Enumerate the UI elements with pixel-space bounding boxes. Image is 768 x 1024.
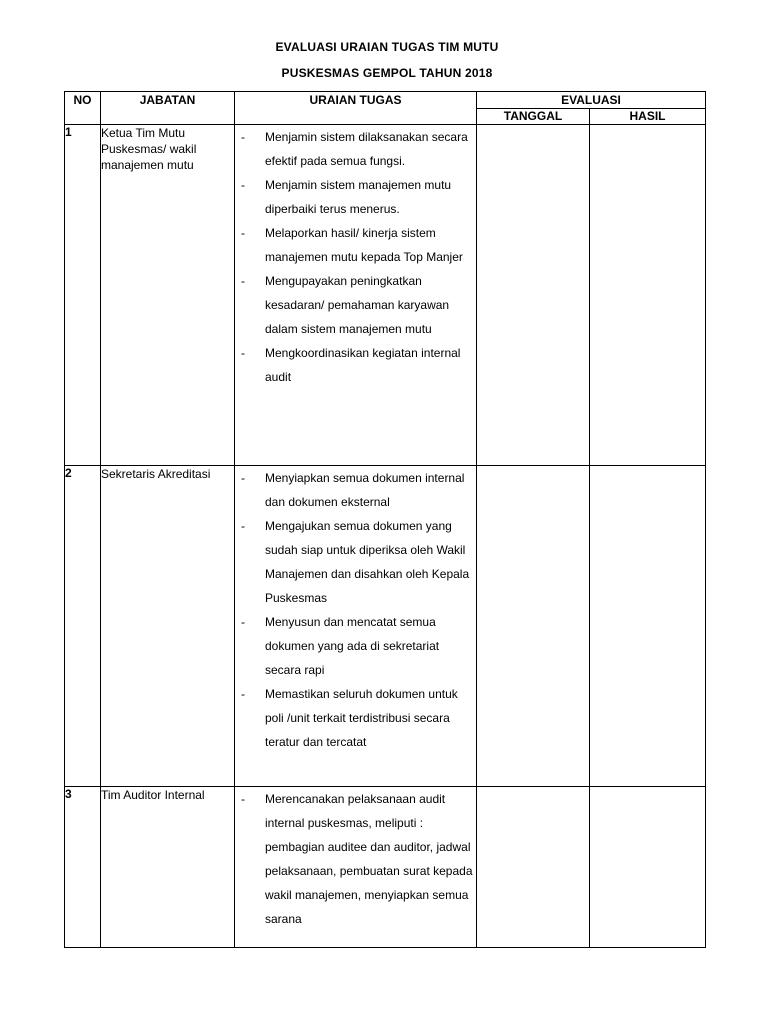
task-item xyxy=(235,514,476,610)
header-row xyxy=(65,92,706,109)
document-subtitle: PUSKESMAS GEMPOL TAHUN 2018 xyxy=(281,66,493,80)
row-number: 2 xyxy=(65,466,101,787)
task-item xyxy=(235,341,476,389)
row-tasks xyxy=(235,787,477,948)
header-no: NO xyxy=(65,92,101,125)
row-tasks xyxy=(235,466,477,787)
header-uraian-tugas: URAIAN TUGAS xyxy=(235,92,477,125)
bullet-dash: - xyxy=(241,130,245,144)
bullet-dash: - xyxy=(241,274,245,288)
row-tanggal[interactable] xyxy=(477,466,590,787)
row-jabatan: Sekretaris Akreditasi xyxy=(101,466,235,787)
document-title: EVALUASI URAIAN TUGAS TIM MUTU xyxy=(275,40,499,54)
task-list xyxy=(235,125,476,389)
task-list xyxy=(235,787,476,931)
table-row xyxy=(65,125,706,466)
bullet-dash: - xyxy=(241,471,245,485)
task-text: Memastikan seluruh dokumen untuk poli /unit terkait terdistribusi secara teratur dan tercatat xyxy=(265,687,458,749)
task-text: Menyusun dan mencatat semua dokumen yang ada di sekretariat secara rapi xyxy=(265,615,440,677)
bullet-dash: - xyxy=(241,226,245,240)
row-number: 3 xyxy=(65,787,101,948)
bullet-dash: - xyxy=(241,346,245,360)
bullet-dash: - xyxy=(241,687,245,701)
task-text: Menyiapkan semua dokumen internal dan dokumen eksternal xyxy=(265,471,465,509)
evaluation-table xyxy=(64,91,706,948)
bullet-dash: - xyxy=(241,792,245,806)
task-item xyxy=(235,682,476,754)
task-item xyxy=(235,787,476,931)
header-hasil: HASIL xyxy=(590,109,706,125)
task-text: Mengkoordinasikan kegiatan internal audit xyxy=(265,346,461,384)
table-row xyxy=(65,466,706,787)
task-text: Menjamin sistem manajemen mutu diperbaiki terus menerus. xyxy=(265,178,452,216)
task-text: Menjamin sistem dilaksanakan secara efektif pada semua fungsi. xyxy=(265,130,468,168)
task-item xyxy=(235,466,476,514)
task-text: Merencanakan pelaksanaan audit internal puskesmas, meliputi : pembagian auditee dan auditor, jadwal pelaksanaan, pembuatan surat kepada wakil manajemen, menyiapkan semua sarana xyxy=(265,792,473,926)
task-item xyxy=(235,125,476,173)
header-tanggal: TANGGAL xyxy=(477,109,590,125)
bullet-dash: - xyxy=(241,519,245,533)
task-item xyxy=(235,610,476,682)
task-text: Melaporkan hasil/ kinerja sistem manajemen mutu kepada Top Manjer xyxy=(265,226,463,264)
task-list xyxy=(235,466,476,754)
row-number: 1 xyxy=(65,125,101,466)
row-hasil[interactable] xyxy=(590,466,706,787)
table-row xyxy=(65,787,706,948)
bullet-dash: - xyxy=(241,178,245,192)
row-hasil[interactable] xyxy=(590,125,706,466)
row-hasil[interactable] xyxy=(590,787,706,948)
bullet-dash: - xyxy=(241,615,245,629)
row-jabatan: Tim Auditor Internal xyxy=(101,787,235,948)
row-tasks xyxy=(235,125,477,466)
task-item xyxy=(235,269,476,341)
row-tanggal[interactable] xyxy=(477,787,590,948)
task-text: Mengajukan semua dokumen yang sudah siap untuk diperiksa oleh Wakil Manajemen dan disahkan oleh Kepala Puskesmas xyxy=(265,519,470,605)
task-item xyxy=(235,221,476,269)
row-tanggal[interactable] xyxy=(477,125,590,466)
header-evaluasi: EVALUASI xyxy=(477,92,706,109)
task-text: Mengupayakan peningkatkan kesadaran/ pemahaman karyawan dalam sistem manajemen mutu xyxy=(265,274,450,336)
row-jabatan: Ketua Tim Mutu Puskesmas/ wakil manajemen mutu xyxy=(101,125,235,466)
task-item xyxy=(235,173,476,221)
header-jabatan: JABATAN xyxy=(101,92,235,125)
